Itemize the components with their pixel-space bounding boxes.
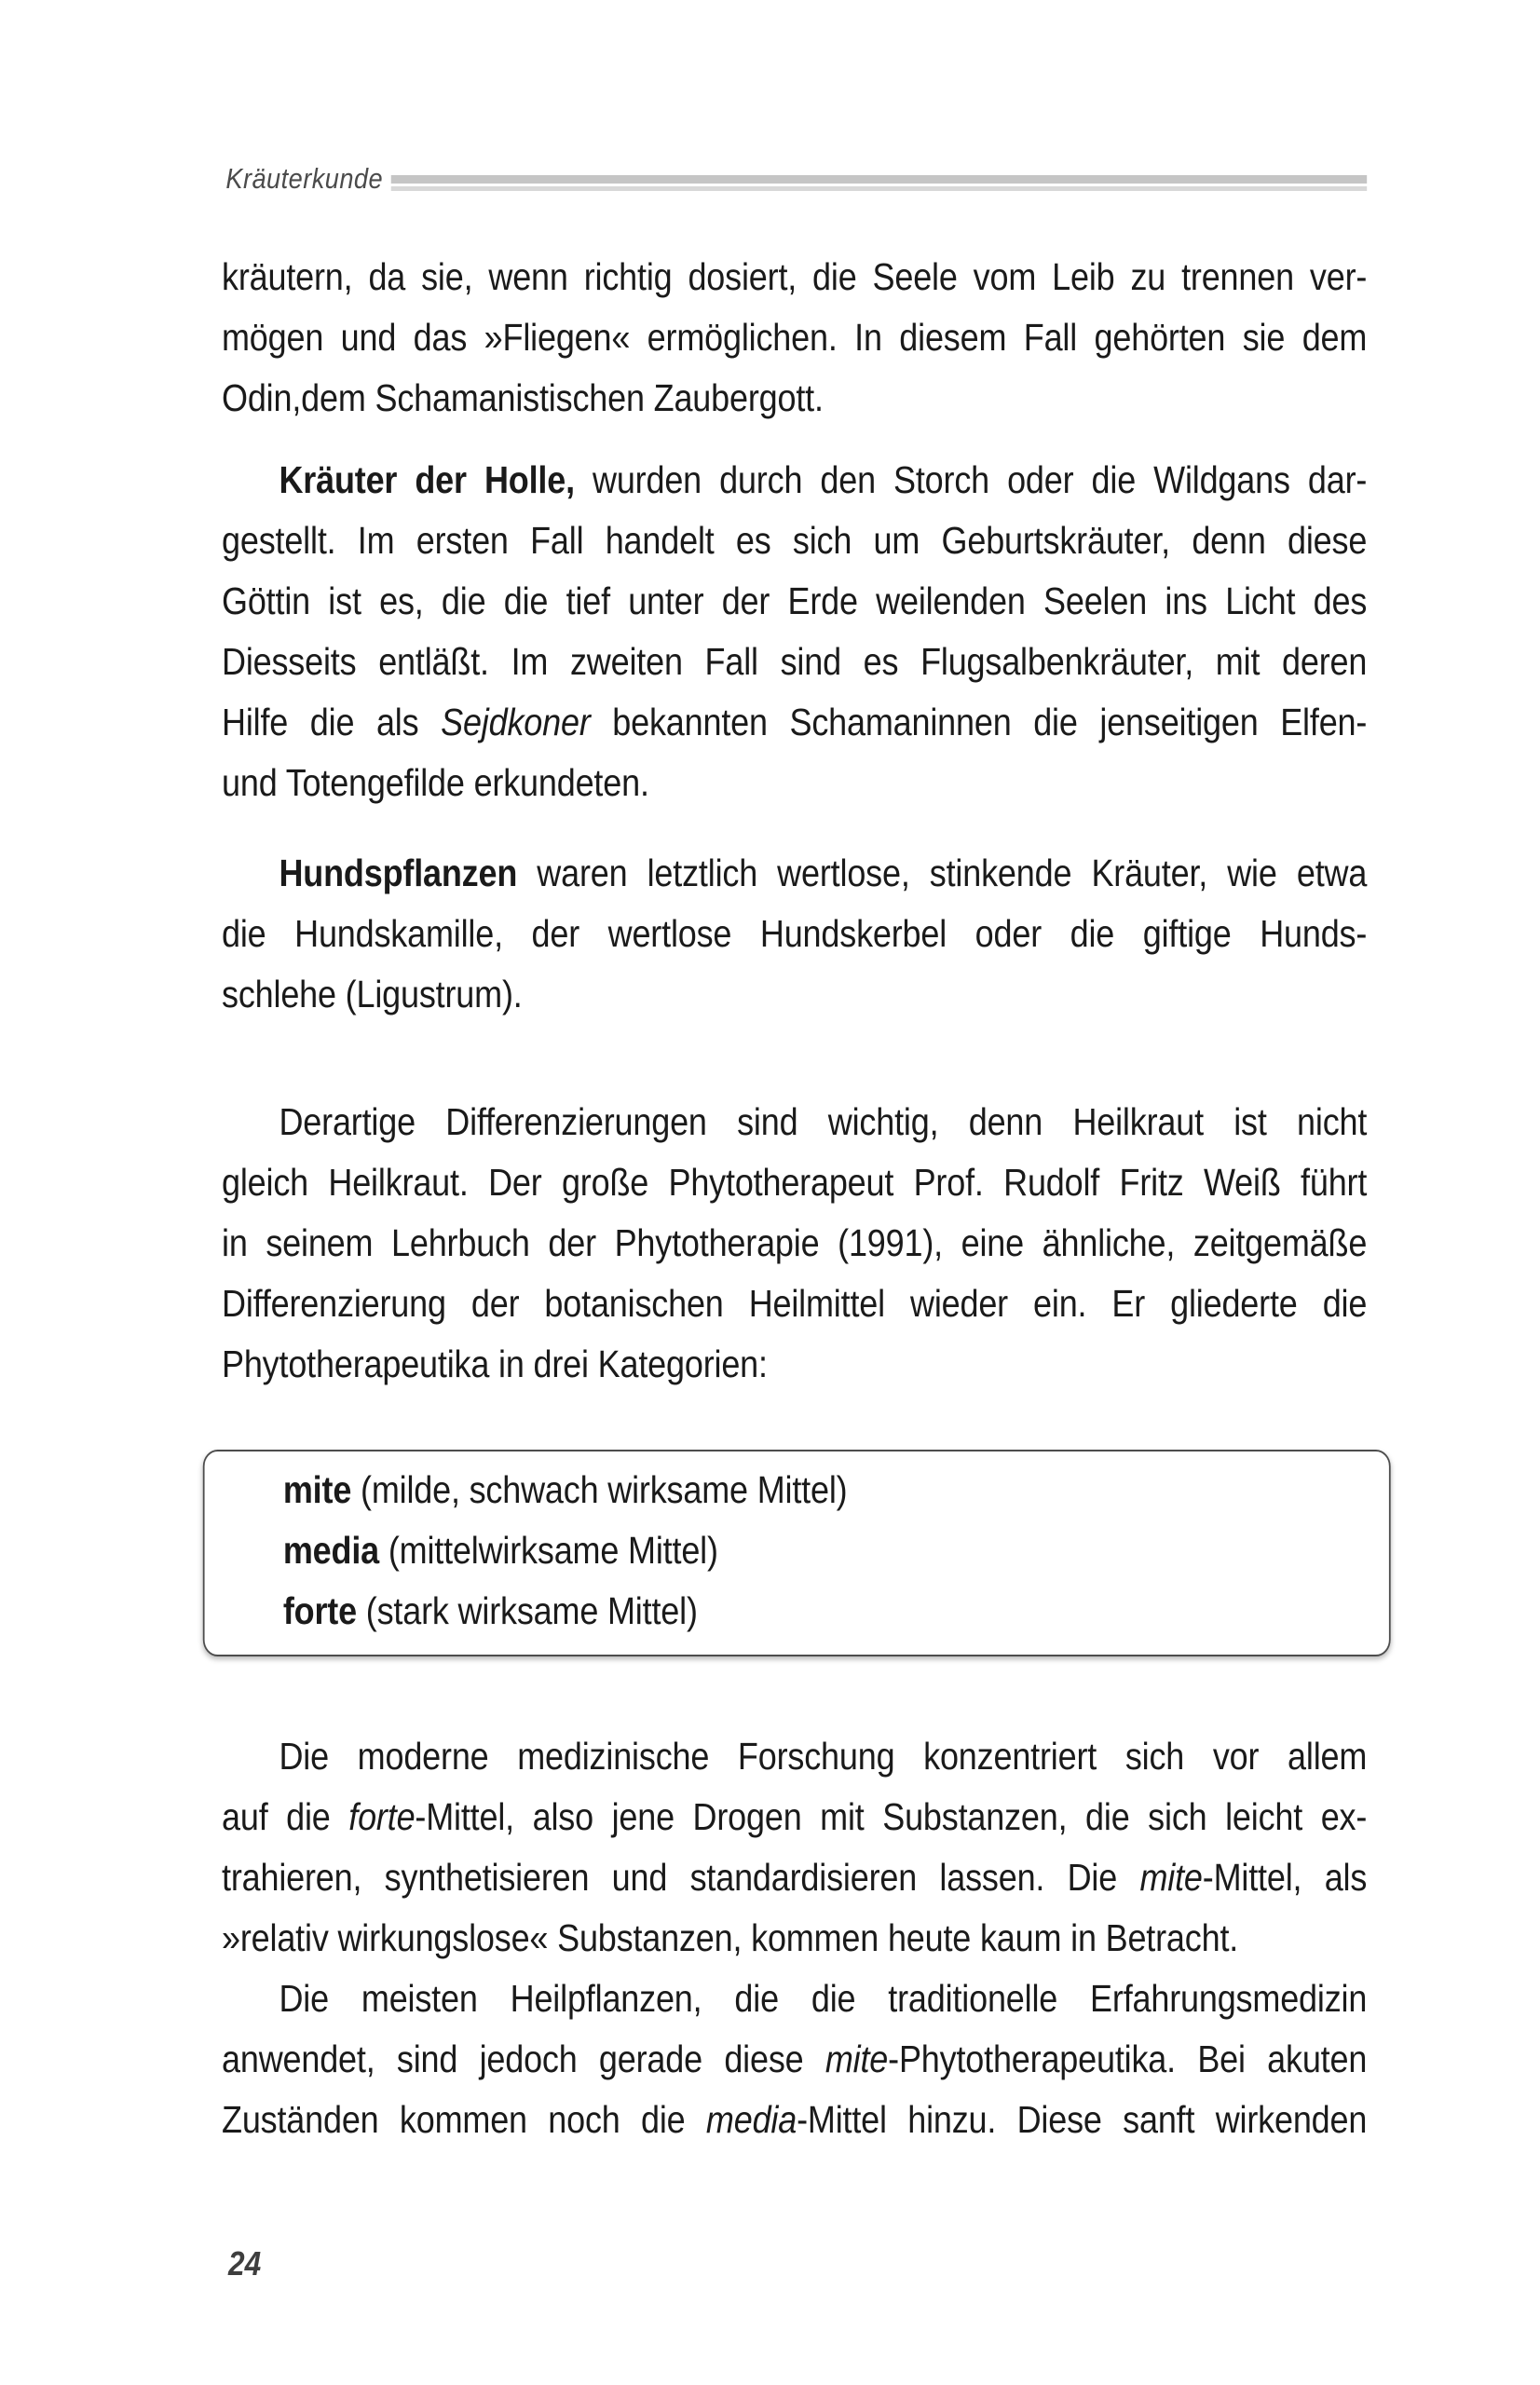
body-paragraph	[222, 1726, 1367, 1969]
text-line	[222, 511, 1367, 571]
text-run: media	[282, 1529, 380, 1572]
body-paragraph	[222, 450, 1367, 813]
text-run: die Hundskamille, der wertlose Hundskerbel oder die giftige Hunds-	[222, 912, 1368, 955]
header-rules	[391, 175, 1367, 191]
text-line	[222, 1334, 1367, 1395]
text-run: Kräuter der Holle,	[279, 458, 575, 501]
body-paragraph	[222, 1969, 1367, 2150]
text-line	[222, 692, 1367, 753]
text-run: Sejdkoner	[441, 701, 591, 743]
text-line	[222, 368, 1367, 429]
text-line	[222, 1726, 1367, 1787]
page-content-column	[222, 0, 1367, 2284]
body-paragraph	[222, 843, 1367, 1025]
text-run: schlehe (Ligustrum).	[222, 973, 523, 1015]
text-run: forte	[282, 1589, 357, 1632]
text-run: Derartige Differenzierungen sind wichtig, denn Heilkraut ist nicht	[279, 1100, 1368, 1143]
text-run: in seinem Lehrbuch der Phytotherapie (1991), eine ähnliche, zeitgemäße	[222, 1221, 1368, 1264]
text-run: Die meisten Heilpflanzen, die die traditionelle Erfahrungsmedizin	[279, 1977, 1368, 2020]
text-line	[222, 571, 1367, 632]
text-run: media	[705, 2098, 797, 2141]
text-run: wurden durch den Storch oder die Wildgans dar-	[574, 458, 1368, 501]
running-header-title: Kräuterkunde	[225, 162, 384, 195]
text-run: kräutern, da sie, wenn richtig dosiert, die Seele vom Leib zu trennen ver-	[222, 255, 1368, 298]
text-line	[222, 1908, 1367, 1969]
text-line	[222, 1213, 1367, 1274]
text-run: bekannten Schamaninnen die jenseitigen Elfen-	[590, 701, 1368, 743]
text-run: -Phytotherapeutika. Bei akuten	[888, 2037, 1368, 2080]
text-run: -Mittel, also jene Drogen mit Substanzen, die sich leicht ex-	[415, 1795, 1368, 1838]
definition-item	[283, 1460, 1372, 1520]
page-number: 24	[228, 2244, 262, 2283]
text-line	[222, 632, 1367, 692]
text-run: (mittelwirksame Mittel)	[379, 1529, 718, 1572]
text-line	[222, 450, 1367, 511]
text-run: mite	[825, 2037, 889, 2080]
definition-item	[283, 1581, 1372, 1642]
body-paragraph	[222, 247, 1367, 429]
text-run: anwendet, sind jedoch gerade diese	[222, 2037, 825, 2080]
text-run: Differenzierung der botanischen Heilmittel wieder ein. Er gliederte die	[222, 1282, 1368, 1325]
text-run: Göttin ist es, die die tief unter der Erde weilenden Seelen ins Licht des	[222, 579, 1368, 622]
text-run: forte	[348, 1795, 416, 1838]
text-run: mite	[1139, 1856, 1203, 1899]
text-run: auf die	[222, 1795, 349, 1838]
body-paragraph	[222, 1092, 1367, 1395]
text-run: (milde, schwach wirksame Mittel)	[351, 1468, 848, 1511]
text-line	[222, 1787, 1367, 1847]
text-run: Die moderne medizinische Forschung konzentriert sich vor allem	[279, 1735, 1368, 1778]
text-line	[222, 1092, 1367, 1152]
definition-item	[283, 1520, 1372, 1581]
text-run: (stark wirksame Mittel)	[356, 1589, 698, 1632]
text-run: gleich Heilkraut. Der große Phytotherapeut Prof. Rudolf Fritz Weiß führt	[222, 1161, 1368, 1204]
header-rule-bottom	[391, 186, 1367, 191]
definition-box	[203, 1450, 1391, 1656]
text-run: Hundspflanzen	[279, 852, 518, 894]
text-line	[222, 843, 1367, 904]
text-run: mite	[282, 1468, 352, 1511]
text-run: Zuständen kommen noch die	[222, 2098, 706, 2141]
text-line	[222, 307, 1367, 368]
text-line	[222, 1274, 1367, 1334]
text-line	[222, 2090, 1367, 2150]
running-header	[225, 160, 1367, 198]
text-line	[222, 247, 1367, 307]
text-run: gestellt. Im ersten Fall handelt es sich um Geburtskräuter, denn diese	[222, 519, 1368, 562]
text-run: Hilfe die als	[222, 701, 442, 743]
text-run: mögen und das »Fliegen« ermöglichen. In diesem Fall gehörten sie dem	[222, 316, 1368, 359]
text-run: -Mittel hinzu. Diese sanft wirkenden	[797, 2098, 1368, 2141]
text-run: »relativ wirkungslose« Substanzen, kommen heute kaum in Betracht.	[222, 1916, 1239, 1959]
text-run: Phytotherapeutika in drei Kategorien:	[222, 1342, 768, 1385]
text-line	[222, 964, 1367, 1025]
header-rule-top	[391, 175, 1367, 184]
text-run: waren letztlich wertlose, stinkende Kräuter, wie etwa	[517, 852, 1368, 894]
text-line	[222, 2029, 1367, 2090]
text-line	[222, 1969, 1367, 2029]
body-text	[222, 247, 1367, 2150]
text-line	[222, 1152, 1367, 1213]
text-line	[222, 1847, 1367, 1908]
text-line	[222, 904, 1367, 964]
text-line	[222, 753, 1367, 813]
text-run: Odin,dem Schamanistischen Zaubergott.	[222, 376, 824, 419]
text-run: Diesseits entläßt. Im zweiten Fall sind es Flugsalbenkräuter, mit deren	[222, 640, 1368, 683]
text-run: und Totengefilde erkundeten.	[222, 761, 649, 804]
text-run: -Mittel, als	[1202, 1856, 1368, 1899]
text-run: trahieren, synthetisieren und standardisieren lassen. Die	[222, 1856, 1140, 1899]
